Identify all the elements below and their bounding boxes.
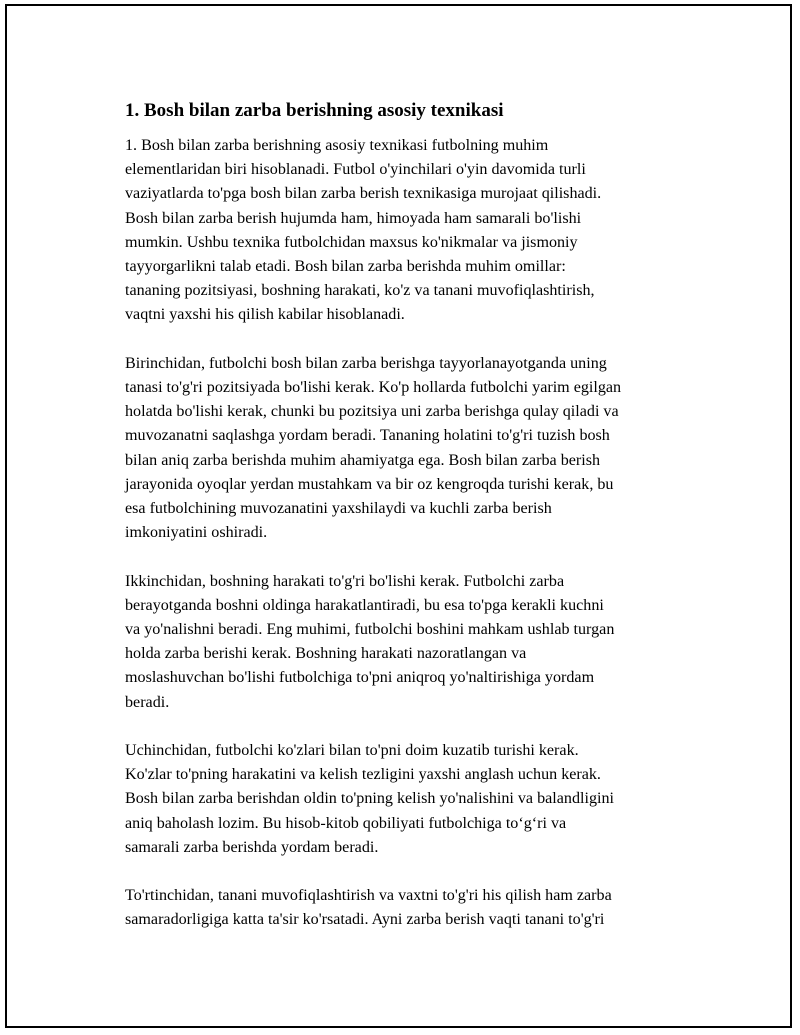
paragraph-first: Birinchidan, futbolchi bosh bilan zarba berishga tayyorlanayotganda uning tanasi to'g'ri pozitsiyada bo'lishi kerak. Ko'p hollarda futbolchi yarim egilgan holatda bo'lishi kerak, chunki bu pozitsiya uni zarba berishga qulay qiladi va muvozanatni saqlashga yordam beradi. Tananing holatini to'g'ri tuzish bosh bilan aniq zarba berishda muhim ahamiyatga ega. Bosh bilan zarba berish jarayonida oyoqlar yerdan mustahkam va bir oz kengroqda turishi kerak, bu esa futbolchining muvozanatini yaxshilaydi va kuchli zarba berish imkoniyatini oshiradi.	[125, 354, 622, 542]
page-frame	[5, 4, 792, 1028]
section-heading: 1. Bosh bilan zarba berishning asosiy texnikasi	[125, 100, 504, 121]
paragraph-third: Uchinchidan, futbolchi ko'zlari bilan to'pni doim kuzatib turishi kerak. Ko'zlar to'pning harakatini va kelish tezligini yaxshi anglash uchun kerak. Bosh bilan zarba berishdan oldin to'pning kelish yo'nalishini va balandligini aniq baholash lozim. Bu hisob-kitob qobiliyati futbolchiga to‘g‘ri va samarali zarba berishda yordam beradi.	[125, 742, 614, 856]
document-body	[125, 98, 725, 957]
paragraph-intro: 1. Bosh bilan zarba berishning asosiy texnikasi futbolning muhim elementlaridan biri hisoblanadi. Futbol o'yinchilari o'yin davomida turli vaziyatlarda to'pga bosh bilan zarba berish texnikasiga murojaat qilishadi. Bosh bilan zarba berish hujumda ham, himoyada ham samarali bo'lishi mumkin. Ushbu texnika futbolchidan maxsus ko'nikmalar va jismoniy tayyorgarlikni talab etadi. Bosh bilan zarba berishda muhim omillar: tananing pozitsiyasi, boshning harakati, ko'z va tanani muvofiqlashtirish, vaqtni yaxshi his qilish kabilar hisoblanadi.	[125, 137, 602, 324]
paragraph-second: Ikkinchidan, boshning harakati to'g'ri bo'lishi kerak. Futbolchi zarba berayotganda boshni oldinga harakatlantiradi, bu esa to'pga kerakli kuchni va yo'nalishni beradi. Eng muhimi, futbolchi boshini mahkam ushlab turgan holda zarba berishi kerak. Boshning harakati nazoratlangan va moslashuvchan bo'lishi futbolchiga to'pni aniqroq yo'naltirishiga yordam beradi.	[125, 572, 615, 711]
paragraph-fourth: To'rtinchidan, tanani muvofiqlashtirish va vaxtni to'g'ri his qilish ham zarba samaradorligiga katta ta'sir ko'rsatadi. Ayni zarba berish vaqti tanani to'g'ri	[125, 887, 612, 929]
